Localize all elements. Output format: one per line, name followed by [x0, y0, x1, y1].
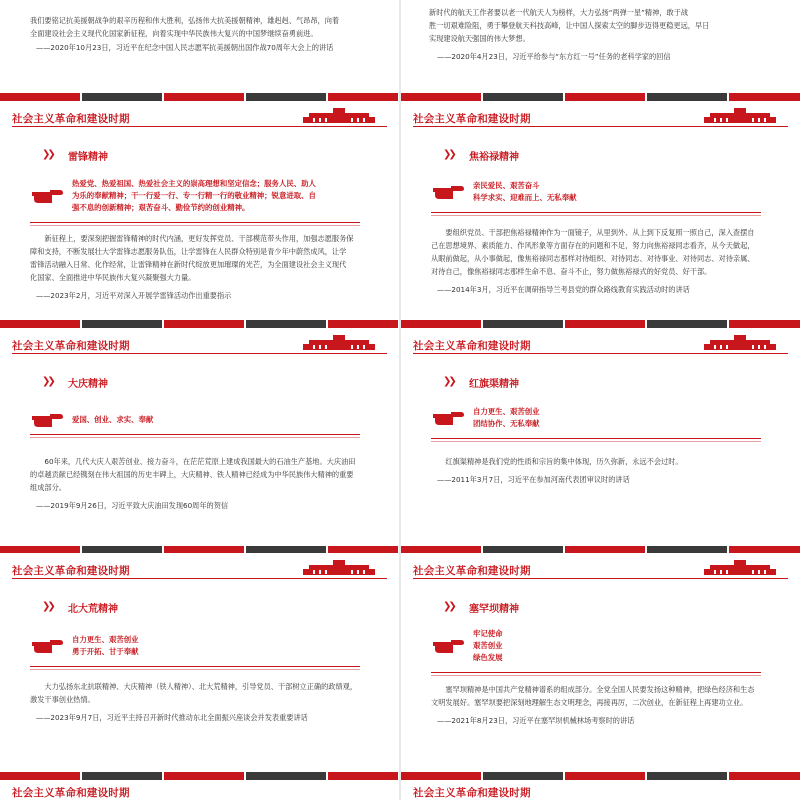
- text-line: 新时代的航天工作者要以老一代航天人为榜样，大力弘扬“两弹一星”精神，敢于战: [429, 8, 689, 17]
- building-icon: [700, 334, 780, 352]
- body-line: 红旗渠精神是我们党的性质和宗旨的集中体现，历久弥新，永远不会过时。: [445, 457, 683, 466]
- highlight-text: [72, 178, 372, 214]
- body-line: 的卓越贡献已经镌刻在伟大祖国的历史丰碑上，大庆精神、铁人精神已经成为中华民族伟大精神的重要: [30, 470, 354, 479]
- body-line: 对待自己，像焦裕禄同志那样生命不息、奋斗不止，努力做焦裕禄式的好党员、好干部。: [431, 267, 712, 276]
- divider: [30, 666, 360, 667]
- highlight-line: 强不息的创新精神；艰苦奋斗、勤俭节约的创业精神。: [72, 203, 250, 212]
- body-line: 新征程上，要深刻把握雷锋精神的时代内涵，更好发挥党员、干部模范带头作用，加强志愿服务保: [44, 234, 354, 243]
- pointing-hand-icon: [431, 637, 465, 655]
- highlight-line: 勇于开拓、甘于奉献: [72, 647, 139, 656]
- body-line: 障和支持，不断发展壮大学雷锋志愿服务队伍，让学雷锋在人民群众特别是青少年中蔚然成风，让学: [30, 247, 347, 256]
- bottom-left-header: [0, 779, 399, 800]
- body-text: [431, 455, 783, 468]
- body-text: [30, 455, 382, 494]
- top-right-quote: ——2020年4月23日，习近平给参与“东方红一号”任务的老科学家的回信: [437, 52, 671, 61]
- chevron-icon: ❯❯: [42, 376, 53, 387]
- highlight-line: 热爱党、热爱祖国、热爱社会主义的崇高理想和坚定信念；服务人民、助人: [72, 179, 316, 188]
- body-text: [30, 232, 382, 284]
- chevron-icon: ❯❯: [443, 601, 454, 612]
- header-rule: [12, 126, 387, 127]
- top-right-slide: [401, 0, 800, 92]
- header-title: 社会主义革命和建设时期: [413, 113, 531, 125]
- divider: [431, 438, 761, 439]
- text-line: 实现建设航天强国的伟大梦想。: [429, 34, 530, 43]
- top-left-text: [30, 14, 390, 40]
- divider: [431, 212, 761, 213]
- slide-card: [0, 101, 399, 319]
- slide-header: [0, 557, 399, 583]
- section-title: 红旗渠精神: [469, 379, 519, 390]
- divider: [30, 225, 360, 226]
- citation: ——2019年9月26日，习近平致大庆油田发现60周年的贺信: [36, 501, 229, 510]
- top-right-text: [429, 6, 789, 45]
- pointing-hand-icon: [431, 183, 465, 201]
- body-text: [431, 226, 783, 278]
- building-icon: [299, 559, 379, 577]
- pointing-hand-icon: [30, 637, 64, 655]
- body-line: 己在思想境界、素质能力、作风形象等方面存在的问题和不足，努力向焦裕禄同志看齐，从今天做起，: [431, 241, 755, 250]
- section-title: 塞罕坝精神: [469, 604, 519, 615]
- citation: ——2021年8月23日，习近平在塞罕坝机械林场考察时的讲话: [437, 716, 635, 725]
- citation: ——2023年2月，习近平对深入开展学雷锋活动作出重要指示: [36, 291, 232, 300]
- band: [0, 93, 800, 101]
- highlight-text: [72, 634, 352, 658]
- citation: ——2014年3月，习近平在调研指导兰考县党的群众路线教育实践活动时的讲话: [437, 285, 690, 294]
- highlight-line: 艰苦创业: [473, 641, 503, 650]
- citation: ——2011年3月7日，习近平在参加河南代表团审议时的讲话: [437, 475, 630, 484]
- section-title: 雷锋精神: [68, 152, 108, 163]
- header-title: 社会主义革命和建设时期: [413, 565, 531, 577]
- chevron-icon: ❯❯: [443, 149, 454, 160]
- header-rule: [12, 578, 387, 579]
- slide-card: [0, 553, 399, 771]
- body-line: 塞罕坝精神是中国共产党精神谱系的组成部分。全党全国人民要发扬这种精神，把绿色经济和生态: [445, 685, 755, 694]
- building-icon: [299, 334, 379, 352]
- highlight-line: 绿色发展: [473, 653, 503, 662]
- body-line: 激发干事创业热情。: [30, 695, 95, 704]
- highlight-line: 科学求实、迎难而上、无私奉献: [473, 193, 577, 202]
- building-icon: [299, 107, 379, 125]
- text-line: 胜一切艰难险阻，勇于攀登航天科技高峰，让中国人探索太空的脚步迈得更稳更远，早日: [429, 21, 710, 30]
- pointing-hand-icon: [30, 187, 64, 205]
- slide-card: [401, 101, 800, 319]
- divider: [30, 434, 360, 435]
- body-line: 组成部分。: [30, 483, 66, 492]
- highlight-line: 牢记使命: [473, 629, 503, 638]
- header-title: 社会主义革命和建设时期: [12, 565, 130, 577]
- divider: [431, 441, 761, 442]
- slide-card: [0, 328, 399, 546]
- section-title: 大庆精神: [68, 379, 108, 390]
- pointing-hand-icon: [30, 411, 64, 429]
- building-icon: [700, 107, 780, 125]
- header-title: 社会主义革命和建设时期: [12, 113, 130, 125]
- band: [0, 320, 800, 328]
- bottom-right-header: [401, 779, 800, 800]
- slide-card: [401, 328, 800, 546]
- highlight-line: 爱国、创业、求实、奉献: [72, 415, 154, 424]
- header-rule: [413, 578, 788, 579]
- header-rule: [413, 126, 788, 127]
- highlight-line: 自力更生、艰苦创业: [473, 407, 540, 416]
- body-line: 化国家、全面推进中华民族伟大复兴凝聚强大力量。: [30, 273, 196, 282]
- band: [0, 545, 800, 553]
- building-icon: [700, 559, 780, 577]
- chevron-icon: ❯❯: [42, 601, 53, 612]
- section-title: 焦裕禄精神: [469, 152, 519, 163]
- text-line: 全面建设社会主义现代化国家新征程，向着实现中华民族伟大复兴的中国梦继续奋勇前进。: [30, 29, 318, 38]
- divider: [30, 669, 360, 670]
- top-left-quote: ——2020年10月23日，习近平在纪念中国人民志愿军抗美援朝出国作战70周年大会上的讲话: [36, 43, 334, 52]
- divider: [431, 675, 761, 676]
- body-text: [431, 683, 783, 709]
- body-line: 大力弘扬东北抗联精神、大庆精神（铁人精神）、北大荒精神，引导党员、干部树立正确的政绩观，: [44, 682, 358, 691]
- chevron-icon: ❯❯: [443, 376, 454, 387]
- body-line: 文明发展好。塞罕坝要把深刻地理解生态文明理念，再接再厉，二次创业，在新征程上再建功立业。: [431, 698, 748, 707]
- highlight-line: 团结协作、无私奉献: [473, 419, 540, 428]
- header-title: 社会主义革命和建设时期: [12, 340, 130, 352]
- header-rule: [12, 353, 387, 354]
- citation: ——2023年9月7日，习近平主持召开新时代推动东北全面振兴座谈会并发表重要讲话: [36, 713, 308, 722]
- divider: [431, 215, 761, 216]
- section-title: 北大荒精神: [68, 604, 118, 615]
- divider: [431, 672, 761, 673]
- body-line: 雷锋活动融入日常、化作经常，让雷锋精神在新时代绽放更加璀璨的光芒，为全面建设社会主义现代: [30, 260, 347, 269]
- divider: [30, 437, 360, 438]
- header-title: 社会主义革命和建设时期: [413, 787, 531, 799]
- highlight-text: [473, 180, 753, 204]
- slide-header: [0, 332, 399, 358]
- body-line: 要组织党员、干部把焦裕禄精神作为一面镜子，从里到外、从上到下反复照一照自己，深入查摆自: [445, 228, 755, 237]
- slide-header: [0, 105, 399, 131]
- body-line: 60年来，几代大庆人艰苦创业、接力奋斗，在茫茫荒原上建成我国最大的石油生产基地。大庆油田: [44, 457, 356, 466]
- slide-header: [401, 105, 800, 131]
- highlight-line: 为乐的奉献精神；干一行爱一行、专一行精一行的敬业精神；锐意进取、自: [72, 191, 316, 200]
- top-left-slide: [0, 0, 399, 92]
- slide-header: [401, 332, 800, 358]
- highlight-line: 亲民爱民、艰苦奋斗: [473, 181, 540, 190]
- highlight-text: [473, 406, 753, 430]
- body-line: 从眼前做起，从小事做起，像焦裕禄同志那样对待组织、对待同志、对待事业、对待同志、对待亲属、: [431, 254, 755, 263]
- text-line: 我们要铭记抗美援朝战争的艰辛历程和伟大胜利，弘扬伟大抗美援朝精神，雄赳赳、气昂昂，向着: [30, 16, 340, 25]
- header-rule: [413, 353, 788, 354]
- slide-card: [401, 553, 800, 771]
- header-title: 社会主义革命和建设时期: [12, 787, 130, 799]
- body-text: [30, 680, 382, 706]
- highlight-line: 自力更生、艰苦创业: [72, 635, 139, 644]
- highlight-text: [72, 414, 352, 426]
- header-title: 社会主义革命和建设时期: [413, 340, 531, 352]
- chevron-icon: ❯❯: [42, 149, 53, 160]
- divider: [30, 222, 360, 223]
- pointing-hand-icon: [431, 409, 465, 427]
- slide-header: [401, 557, 800, 583]
- highlight-text: [473, 628, 753, 664]
